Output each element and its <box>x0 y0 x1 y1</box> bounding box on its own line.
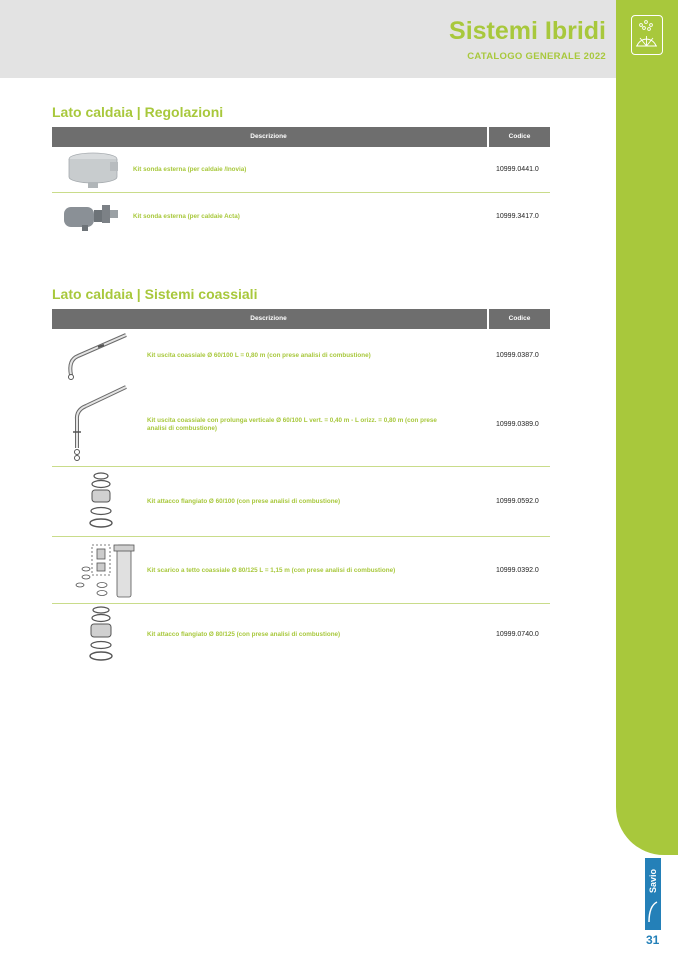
product-description: Kit attacco flangiato Ø 60/100 (con prese analisi di combustione) <box>147 498 341 505</box>
product-code: 10999.0387.0 <box>496 352 539 359</box>
outdoor-sensor-round-icon <box>66 150 122 195</box>
row-divider <box>52 192 550 193</box>
product-code: 10999.3417.0 <box>496 213 539 220</box>
product-description: Kit attacco flangiato Ø 80/125 (con prese analisi di combustione) <box>147 631 341 638</box>
product-description: Kit sonda esterna (per caldaie Acta) <box>133 213 240 220</box>
coaxial-vertical-kit-icon <box>60 382 132 469</box>
product-description: Kit uscita coassiale con prolunga verticale Ø 60/100 L vert. = 0,40 m - L orizz. = 0,80 m (con prese analisi di combustione) <box>147 417 437 432</box>
section-title-regolazioni: Lato caldaia | Regolazioni <box>52 104 224 120</box>
product-description: Kit scarico a tetto coassiale Ø 80/125 L = 1,15 m (con prese analisi di combustione) <box>147 567 396 574</box>
hybrid-systems-icon <box>631 15 663 55</box>
row-divider <box>52 603 550 604</box>
row-divider <box>52 466 550 467</box>
product-code: 10999.0389.0 <box>496 421 539 428</box>
flanged-fitting-icon <box>84 470 118 537</box>
section-title-sistemi-coassiali: Lato caldaia | Sistemi coassiali <box>52 286 258 302</box>
table-header <box>52 309 550 329</box>
table-header <box>52 127 550 147</box>
product-code: 10999.0441.0 <box>496 166 539 173</box>
column-header-description: Descrizione <box>250 315 287 322</box>
page-number: 31 <box>646 933 660 947</box>
product-description: Kit sonda esterna (per caldaie /Inovia) <box>133 166 247 173</box>
side-band <box>616 0 678 855</box>
flanged-fitting-large-icon <box>84 605 118 670</box>
page-subtitle: CATALOGO GENERALE 2022 <box>467 51 606 62</box>
product-code: 10999.0592.0 <box>496 498 539 505</box>
product-code: 10999.0740.0 <box>496 631 539 638</box>
page-title: Sistemi Ibridi <box>449 17 606 45</box>
product-description: Kit uscita coassiale Ø 60/100 L = 0,80 m (con prese analisi di combustione) <box>147 352 371 359</box>
outdoor-sensor-cylinder-icon <box>60 198 122 239</box>
brand-name: Savio <box>648 868 658 893</box>
roof-outlet-kit-icon <box>66 541 138 606</box>
coaxial-elbow-kit-icon <box>60 330 132 387</box>
column-header-code: Codice <box>487 127 550 147</box>
column-header-description: Descrizione <box>250 133 287 140</box>
row-divider <box>52 536 550 537</box>
product-code: 10999.0392.0 <box>496 567 539 574</box>
column-header-code: Codice <box>487 309 550 329</box>
